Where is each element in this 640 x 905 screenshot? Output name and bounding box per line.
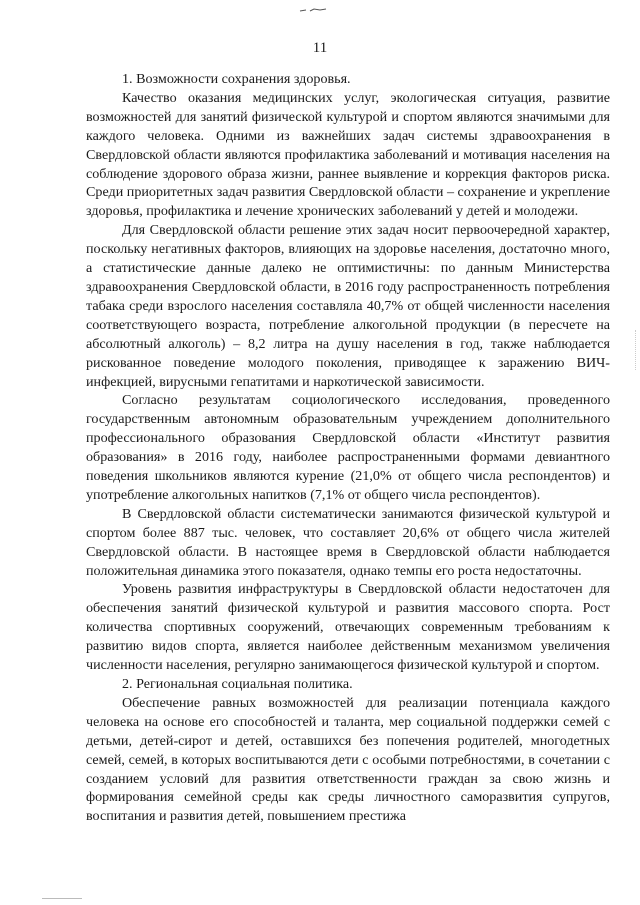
paragraph-sports-participation: В Свердловской области систематически занимаются физической культурой и спортом более 887 тыс. человек, что составляет 20,6% от общего числа жителей Свердловской области. В настоящее время в Свердловской области наблюдается положительная динамика этого показателя, однако темпы его роста недостаточны. (86, 505, 610, 579)
paragraph-equal-opportunities: Обеспечение равных возможностей для реализации потенциала каждого человека на основе его способностей и таланта, мер социальной поддержки семей с детьми, детей-сирот и детей, оставшихся без попечения родителей, многодетных семей, семей, в которых воспитываются дети с особыми потребностями, в сочетании с созданием условий для развития ответственности граждан за свою жизнь и формирования семейной среды как среды личностного саморазвития супругов, воспитания и развития детей, повышением престижа (86, 694, 610, 825)
paragraph-infrastructure: Уровень развития инфраструктуры в Свердловской области недостаточен для обеспечения занятий физической культурой и развития массового спорта. Рост количества спортивных сооружений, отвечающих современным требованиям к развитию видов спорта, является наиболее действенным механизмом увеличения численности населения, регулярно занимающегося физической культурой и спортом. (86, 581, 610, 674)
paragraph-survey-results: Согласно результатам социологического исследования, проведенного государственным автономным образовательным учреждением дополнительного профессионального образования Свердловской области «Институт развития образования» в 2016 году, наиболее распространенными формами девиантного поведения школьников являются курение (21,0% от общего числа респондентов) и употребление алкогольных напитков (7,1% от общего числа респондентов). (86, 392, 610, 503)
document-body (86, 70, 610, 826)
scan-artifact-mark (298, 8, 328, 13)
paragraph-health-statistics: Для Свердловской области решение этих задач носит первоочередной характер, поскольку негативных факторов, влияющих на здоровье населения, достаточно много, а статистические данные далеко не оптимистичны: по данным Министерства здравоохранения Свердловской области, в 2016 году распространенность потребления табака среди взрослого населения составляла 40,7% от общей численности населения соответствующего возраста, потребление алкогольной продукции (в пересчете на абсолютный алкоголь) – 8,2 литра на душу населения в год, также наблюдается рискованное поведение молодого поколения, приводящее к заражению ВИЧ-инфекцией, вирусными гепатитами и наркотической зависимости. (86, 222, 610, 390)
page-number: 11 (312, 40, 328, 56)
paragraph-health-quality: Качество оказания медицинских услуг, экологическая ситуация, развитие возможностей для занятий физической культурой и спортом являются значимыми для каждого человека. Одними из важнейших задач системы здравоохранения в Свердловской области являются профилактика заболеваний и мотивация населения на соблюдение здорового образа жизни, раннее выявление и коррекция факторов риска. Среди приоритетных задач развития Свердловской области – сохранение и укрепление здоровья, профилактика и лечение хронических заболеваний у детей и молодежи. (86, 89, 610, 220)
scan-edge-artifact (635, 330, 638, 370)
section-heading-social-policy: 2. Региональная социальная политика. (122, 676, 353, 692)
scan-footer-artifact (42, 898, 82, 899)
section-heading-health: 1. Возможности сохранения здоровья. (122, 71, 351, 87)
